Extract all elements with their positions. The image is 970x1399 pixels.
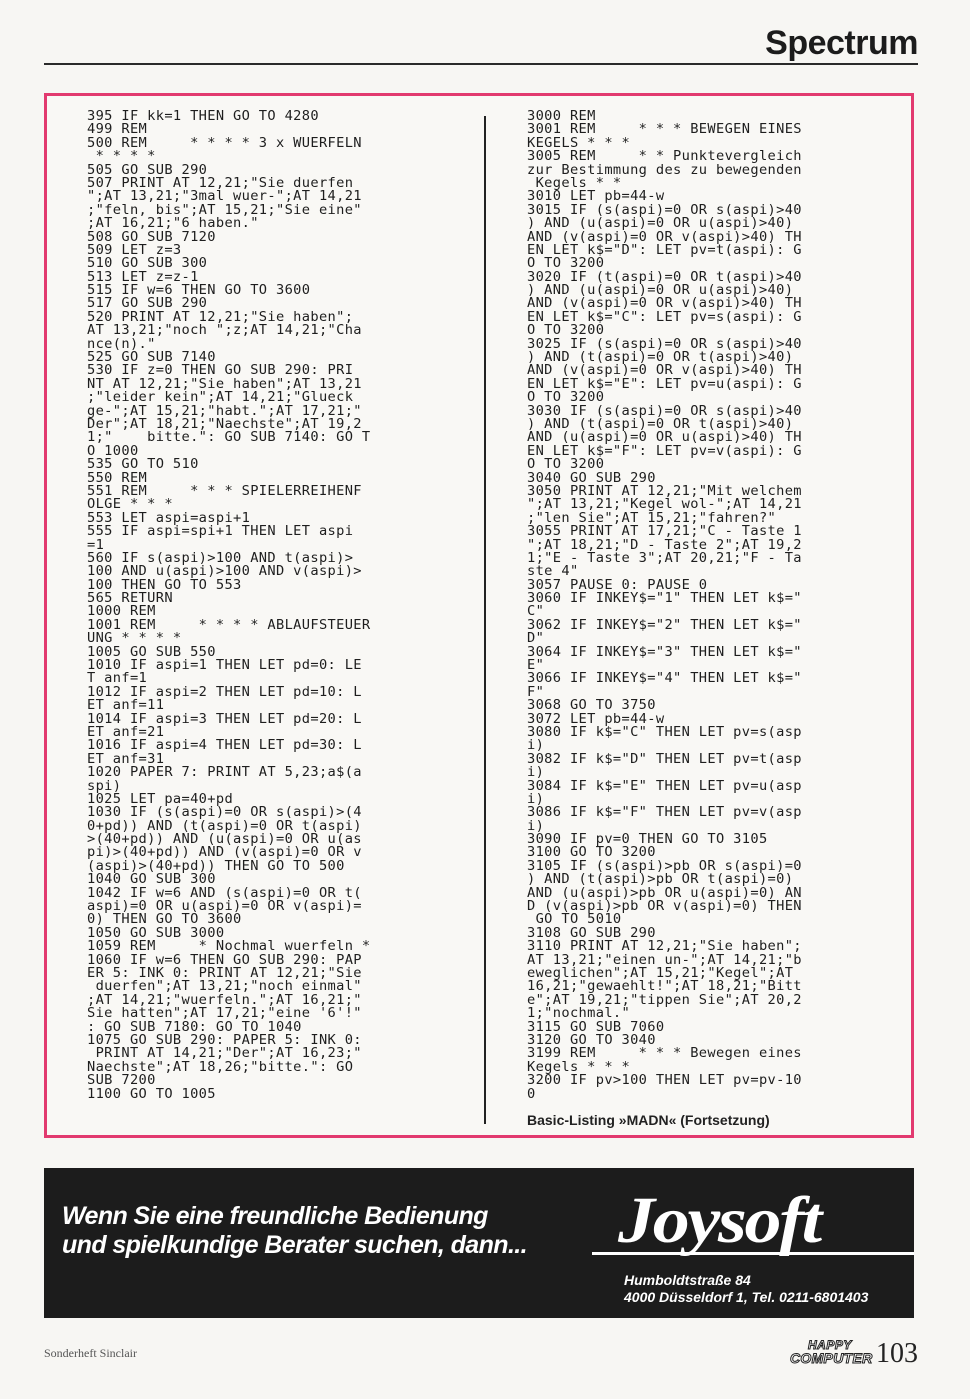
code-line: 3100 GO TO 3200 bbox=[527, 844, 656, 861]
code-line: O TO 3200 bbox=[527, 456, 605, 473]
code-line: spi) bbox=[87, 777, 122, 794]
ad-tagline-line2: und spielkundige Berater suchen, dann... bbox=[62, 1231, 527, 1259]
code-line: 515 IF w=6 THEN GO TO 3600 bbox=[87, 282, 311, 299]
code-line: ET anf=21 bbox=[87, 723, 165, 740]
code-line: AND (v(aspi)=0 OR v(aspi)>40) TH bbox=[527, 228, 802, 245]
code-line: ;"len Sie";AT 15,21;"fahren?" bbox=[527, 509, 777, 526]
code-line: 3001 REM * * * BEWEGEN EINES bbox=[527, 121, 802, 138]
code-line: 3199 REM * * * Bewegen eines bbox=[527, 1045, 802, 1062]
code-line: Der";AT 18,21;"Naechste";AT 19,2 bbox=[87, 415, 362, 432]
code-line: F" bbox=[527, 683, 545, 700]
column-divider bbox=[484, 116, 486, 1124]
code-line: 1020 PAPER 7: PRINT AT 5,23;a$(a bbox=[87, 764, 362, 781]
code-line: 3025 IF (s(aspi)=0 OR s(aspi)>40 bbox=[527, 335, 802, 352]
code-line: i) bbox=[527, 817, 545, 834]
code-line: D (v(aspi)>pb OR v(aspi)=0) THEN bbox=[527, 898, 802, 915]
listing-frame bbox=[44, 93, 914, 1138]
code-line: 3072 LET pb=44-w bbox=[527, 710, 665, 727]
footer-publication: Sonderheft Sinclair bbox=[44, 1346, 137, 1360]
code-line: 3086 IF k$="F" THEN LET pv=v(asp bbox=[527, 804, 802, 821]
code-line: duerfen";AT 13,21;"noch einmal" bbox=[87, 978, 362, 995]
code-line: O 1000 bbox=[87, 442, 139, 459]
code-line: ) AND (t(aspi)>pb OR t(aspi)=0) bbox=[527, 871, 794, 888]
code-line: pi)>(40+pd)) AND (v(aspi)=0 OR v bbox=[87, 844, 362, 861]
code-line: ET anf=31 bbox=[87, 750, 165, 767]
listing-caption: Basic-Listing »MADN« (Fortsetzung) bbox=[527, 1112, 770, 1128]
listing-left-column bbox=[87, 110, 487, 1101]
code-line: 3062 IF INKEY$="2" THEN LET k$=" bbox=[527, 616, 802, 633]
code-line: 507 PRINT AT 12,21;"Sie duerfen bbox=[87, 174, 354, 191]
code-line: 1050 GO SUB 3000 bbox=[87, 924, 225, 941]
code-line: ";AT 13,21;"Kegel wol-";AT 14,21 bbox=[527, 496, 802, 513]
code-line: ) AND (t(aspi)=0 OR t(aspi)>40) bbox=[527, 415, 794, 432]
code-line: 535 GO TO 510 bbox=[87, 456, 199, 473]
code-line: =1 bbox=[87, 536, 105, 553]
code-line: 0 bbox=[527, 1085, 536, 1102]
code-line: 510 GO SUB 300 bbox=[87, 255, 208, 272]
joysoft-advertisement bbox=[44, 1168, 914, 1318]
code-line: 500 REM * * * * 3 x WUERFELN bbox=[87, 134, 362, 151]
code-line: 3090 IF pv=0 THEN GO TO 3105 bbox=[527, 831, 768, 848]
code-line: ge-";AT 15,21;"habt.";AT 17,21;" bbox=[87, 402, 362, 419]
code-line: ;"feln, bis";AT 15,21;"Sie eine" bbox=[87, 201, 362, 218]
code-line: SUB 7200 bbox=[87, 1072, 156, 1089]
listing-right-column bbox=[527, 110, 897, 1101]
code-line: * * * * bbox=[87, 148, 156, 165]
code-line: 3082 IF k$="D" THEN LET pv=t(asp bbox=[527, 750, 802, 767]
code-line: 520 PRINT AT 12,21;"Sie haben"; bbox=[87, 308, 354, 325]
code-line: ET anf=11 bbox=[87, 697, 165, 714]
code-line: e";AT 19,21;"tippen Sie";AT 20,2 bbox=[527, 991, 802, 1008]
code-line: ) AND (u(aspi)=0 OR u(aspi)>40) bbox=[527, 215, 794, 232]
code-line: 1025 LET pa=40+pd bbox=[87, 790, 234, 807]
code-line: 530 IF z=0 THEN GO SUB 290: PRI bbox=[87, 362, 354, 379]
code-line: i) bbox=[527, 737, 545, 754]
code-line: 1042 IF w=6 AND (s(aspi)=0 OR t( bbox=[87, 884, 362, 901]
code-line: O TO 3200 bbox=[527, 322, 605, 339]
code-line: T anf=1 bbox=[87, 670, 148, 687]
code-line: 1040 GO SUB 300 bbox=[87, 871, 216, 888]
code-line: 1;"E - Taste 3";AT 20,21;"F - Ta bbox=[527, 549, 802, 566]
code-line: AND (u(aspi)>pb OR u(aspi)=0) AN bbox=[527, 884, 802, 901]
code-line: 525 GO SUB 7140 bbox=[87, 349, 216, 366]
code-line: 513 LET z=z-1 bbox=[87, 268, 199, 285]
code-line: ;AT 14,21;"wuerfeln.";AT 16,21;" bbox=[87, 991, 362, 1008]
code-line: NT AT 12,21;"Sie haben";AT 13,21 bbox=[87, 375, 362, 392]
code-line: AND (v(aspi)=0 OR v(aspi)>40) TH bbox=[527, 295, 802, 312]
code-line: ) AND (t(aspi)=0 OR t(aspi)>40) bbox=[527, 349, 794, 366]
code-line: 3060 IF INKEY$="1" THEN LET k$=" bbox=[527, 590, 802, 607]
code-line: EN LET k$="E": LET pv=u(aspi): G bbox=[527, 375, 802, 392]
code-line: ";AT 18,21;"D - Taste 2";AT 19,2 bbox=[527, 536, 802, 553]
code-line: 3068 GO TO 3750 bbox=[527, 697, 656, 714]
code-line: i) bbox=[527, 764, 545, 781]
code-line: 553 LET aspi=aspi+1 bbox=[87, 509, 251, 526]
code-line: KEGELS * * * bbox=[527, 134, 631, 151]
code-line: 1012 IF aspi=2 THEN LET pd=10: L bbox=[87, 683, 362, 700]
code-line: ";AT 13,21;"3mal wuer-";AT 14,21 bbox=[87, 188, 362, 205]
section-title: Spectrum bbox=[765, 24, 918, 62]
code-line: 555 IF aspi=spi+1 THEN LET aspi bbox=[87, 523, 354, 540]
code-line: 3064 IF INKEY$="3" THEN LET k$=" bbox=[527, 643, 802, 660]
logo-line1: HAPPY bbox=[808, 1338, 852, 1352]
code-line: E" bbox=[527, 657, 545, 674]
code-line: zur Bestimmung des zu bewegenden bbox=[527, 161, 802, 178]
code-line: 3005 REM * * Punktevergleich bbox=[527, 148, 802, 165]
code-line: UNG * * * * bbox=[87, 630, 182, 647]
code-line: ER 5: INK 0: PRINT AT 12,21;"Sie bbox=[87, 965, 362, 981]
code-line: 565 RETURN bbox=[87, 590, 173, 607]
code-line: 551 REM * * * SPIELERREIHENF bbox=[87, 482, 362, 499]
code-line: 0+pd)) AND (t(aspi)=0 OR t(aspi) bbox=[87, 817, 362, 834]
code-line: 3010 LET pb=44-w bbox=[527, 188, 665, 205]
code-line: 3055 PRINT AT 17,21;"C - Taste 1 bbox=[527, 523, 802, 540]
code-line: 395 IF kk=1 THEN GO TO 4280 bbox=[87, 108, 319, 124]
code-line: AT 13,21;"einen un-";AT 14,21;"b bbox=[527, 951, 802, 968]
code-line: 3110 PRINT AT 12,21;"Sie haben"; bbox=[527, 938, 802, 955]
code-line: AND (u(aspi)=0 OR u(aspi)>40) TH bbox=[527, 429, 802, 446]
code-line: 1;"nochmal." bbox=[527, 1005, 631, 1022]
code-line: 1;" bitte.": GO SUB 7140: GO T bbox=[87, 429, 371, 446]
code-line: GO TO 5010 bbox=[527, 911, 622, 928]
code-line: 1001 REM * * * * ABLAUFSTEUER bbox=[87, 616, 371, 633]
code-line: (aspi)>(40+pd)) THEN GO TO 500 bbox=[87, 857, 345, 874]
code-line: AT 13,21;"noch ";z;AT 14,21;"Cha bbox=[87, 322, 362, 339]
ad-city-phone: 4000 Düsseldorf 1, Tel. 0211-6801403 bbox=[624, 1289, 869, 1305]
code-line: D" bbox=[527, 630, 545, 647]
joysoft-logo: Joysoft bbox=[618, 1184, 820, 1257]
code-line: 560 IF s(aspi)>100 AND t(aspi)> bbox=[87, 549, 354, 566]
logo-line2: COMPUTER bbox=[790, 1350, 873, 1366]
ad-street: Humboldtstraße 84 bbox=[624, 1272, 751, 1288]
code-line: 3066 IF INKEY$="4" THEN LET k$=" bbox=[527, 670, 802, 687]
code-line: ) AND (u(aspi)=0 OR u(aspi)>40) bbox=[527, 282, 794, 299]
code-line: ;"leider kein";AT 14,21;"Glueck bbox=[87, 389, 354, 406]
ad-tagline-line1: Wenn Sie eine freundliche Bedienung bbox=[62, 1202, 488, 1230]
code-line: PRINT AT 14,21;"Der";AT 16,23;" bbox=[87, 1045, 362, 1062]
code-line: C" bbox=[527, 603, 545, 620]
code-line: O TO 3200 bbox=[527, 389, 605, 406]
code-line: 0) THEN GO TO 3600 bbox=[87, 911, 242, 928]
code-line: 3084 IF k$="E" THEN LET pv=u(asp bbox=[527, 777, 802, 794]
code-line: 1016 IF aspi=4 THEN LET pd=30: L bbox=[87, 737, 362, 754]
code-line: 1059 REM * Nochmal wuerfeln * bbox=[87, 938, 371, 955]
header-rule bbox=[44, 63, 918, 65]
code-line: 100 THEN GO TO 553 bbox=[87, 576, 242, 593]
code-line: 3080 IF k$="C" THEN LET pv=s(asp bbox=[527, 723, 802, 740]
code-line: 3200 IF pv>100 THEN LET pv=pv-10 bbox=[527, 1072, 802, 1089]
code-line: EN LET k$="C": LET pv=s(aspi): G bbox=[527, 308, 802, 325]
code-line: 3115 GO SUB 7060 bbox=[527, 1018, 665, 1035]
code-line: 1005 GO SUB 550 bbox=[87, 643, 216, 660]
code-line: Kegels * * bbox=[527, 174, 622, 191]
code-line: 1075 GO SUB 290: PAPER 5: INK 0: bbox=[87, 1031, 362, 1048]
code-line: 550 REM bbox=[87, 469, 148, 486]
code-line: Naechste";AT 18,26;"bitte.": GO bbox=[87, 1058, 354, 1075]
code-line: 3108 GO SUB 290 bbox=[527, 924, 656, 941]
code-line: EN LET k$="F": LET pv=v(aspi): G bbox=[527, 442, 802, 459]
code-line: 3020 IF (t(aspi)=0 OR t(aspi)>40 bbox=[527, 268, 802, 285]
code-line: 1030 IF (s(aspi)=0 OR s(aspi)>(4 bbox=[87, 804, 362, 821]
code-line: nce(n)." bbox=[87, 335, 156, 352]
code-line: EN LET k$="D": LET pv=t(aspi): G bbox=[527, 241, 802, 258]
happy-computer-logo bbox=[790, 1338, 873, 1368]
code-line: 509 LET z=3 bbox=[87, 241, 182, 258]
code-line: 16,21;"gewaehlt!";AT 18,21;"Bitt bbox=[527, 978, 802, 995]
page-number: 103 bbox=[876, 1338, 918, 1369]
code-line: O TO 3200 bbox=[527, 255, 605, 272]
code-line: 517 GO SUB 290 bbox=[87, 295, 208, 312]
code-line: 1000 REM bbox=[87, 603, 156, 620]
code-line: 3030 IF (s(aspi)=0 OR s(aspi)>40 bbox=[527, 402, 802, 419]
code-line: ste 4" bbox=[527, 563, 579, 580]
code-line: AND (v(aspi)=0 OR v(aspi)>40) TH bbox=[527, 362, 802, 379]
code-line: 508 GO SUB 7120 bbox=[87, 228, 216, 245]
code-line: 3105 IF (s(aspi)>pb OR s(aspi)=0 bbox=[527, 857, 802, 874]
code-line: 1010 IF aspi=1 THEN LET pd=0: LE bbox=[87, 657, 362, 674]
code-line: 3015 IF (s(aspi)=0 OR s(aspi)>40 bbox=[527, 201, 802, 218]
code-line: 3057 PAUSE 0: PAUSE 0 bbox=[527, 576, 708, 593]
code-line: >(40+pd)) AND (u(aspi)=0 OR u(as bbox=[87, 831, 362, 848]
ad-tagline bbox=[62, 1202, 527, 1260]
code-line: 1060 IF w=6 THEN GO SUB 290: PAP bbox=[87, 951, 362, 968]
code-line: Kegels * * * bbox=[527, 1058, 631, 1075]
code-line: i) bbox=[527, 790, 545, 807]
code-line: eweglichen";AT 15,21;"Kegel";AT bbox=[527, 965, 794, 981]
code-line: 3120 GO TO 3040 bbox=[527, 1031, 656, 1048]
code-line: : GO SUB 7180: GO TO 1040 bbox=[87, 1018, 302, 1035]
code-line: 100 AND u(aspi)>100 AND v(aspi)> bbox=[87, 563, 362, 580]
code-line: 499 REM bbox=[87, 121, 148, 138]
code-line: aspi)=0 OR u(aspi)=0 OR v(aspi)= bbox=[87, 898, 362, 915]
code-line: 3040 GO SUB 290 bbox=[527, 469, 656, 486]
code-line: 3000 REM bbox=[527, 108, 596, 124]
code-line: 1100 GO TO 1005 bbox=[87, 1085, 216, 1102]
code-line: 1014 IF aspi=3 THEN LET pd=20: L bbox=[87, 710, 362, 727]
code-line: 3050 PRINT AT 12,21;"Mit welchem bbox=[527, 482, 802, 499]
code-line: OLGE * * * bbox=[87, 496, 173, 513]
code-line: Sie hatten";AT 17,21;"eine '6'!" bbox=[87, 1005, 362, 1022]
code-line: ;AT 16,21;"6 haben." bbox=[87, 215, 259, 232]
code-line: 505 GO SUB 290 bbox=[87, 161, 208, 178]
